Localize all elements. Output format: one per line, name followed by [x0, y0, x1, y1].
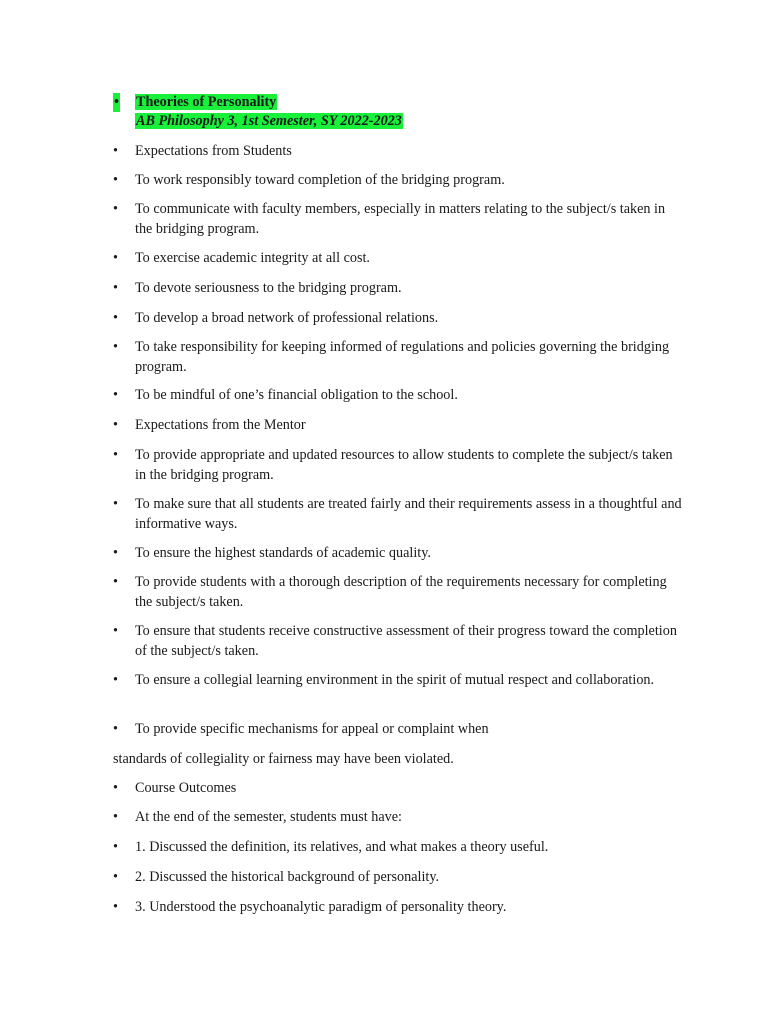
list-item-text: To ensure a collegial learning environment in the spirit of mutual respect and collaboration.	[135, 672, 655, 688]
bullet: •	[113, 869, 118, 885]
bullet: •	[113, 250, 118, 266]
list-item-text: At the end of the semester, students must have:	[135, 809, 402, 825]
bullet: •	[113, 143, 118, 159]
list-item-text: To take responsibility for keeping informed of regulations and policies governing the bridging program.	[135, 339, 670, 375]
subtitle-line	[113, 112, 673, 131]
list-item-text: Expectations from Students	[135, 143, 292, 159]
list-item-text: To provide appropriate and updated resources to allow students to complete the subject/s taken in the bridging program.	[135, 447, 673, 483]
list-item	[113, 622, 683, 661]
list-item	[113, 544, 683, 564]
list-item	[113, 720, 683, 740]
list-item	[113, 338, 683, 377]
list-item	[113, 573, 683, 612]
list-item	[113, 279, 683, 299]
list-item	[113, 249, 683, 269]
list-item-text: To ensure that students receive constructive assessment of their progress toward the completion of the subject/s taken.	[135, 623, 677, 659]
list-item-text: Expectations from the Mentor	[135, 417, 306, 433]
title-bullet: •	[114, 94, 119, 110]
bullet: •	[113, 339, 118, 355]
list-item	[113, 779, 683, 799]
document-title: Theories of Personality	[136, 94, 277, 110]
list-item	[113, 838, 683, 858]
list-item	[113, 171, 683, 191]
bullet: •	[113, 280, 118, 296]
list-item-text: To make sure that all students are treated fairly and their requirements assess in a thoughtful and informative ways.	[135, 496, 682, 532]
list-item	[113, 416, 683, 436]
list-item-text: Course Outcomes	[135, 780, 237, 796]
list-item-text: To develop a broad network of professional relations.	[135, 310, 439, 326]
document-header	[113, 93, 673, 131]
list-item-text: To be mindful of one’s financial obligation to the school.	[135, 387, 458, 403]
list-item	[113, 898, 683, 918]
list-item-text: To exercise academic integrity at all cost.	[135, 250, 370, 266]
bullet: •	[113, 899, 118, 915]
bullet: •	[113, 809, 118, 825]
list-item-text: 1. Discussed the definition, its relatives, and what makes a theory useful.	[135, 839, 549, 855]
bullet: •	[113, 417, 118, 433]
list-item-text: To provide specific mechanisms for appeal or complaint when	[135, 721, 489, 737]
list-item	[113, 200, 683, 239]
list-item	[113, 386, 683, 406]
list-item	[113, 309, 683, 329]
list-item-text: To communicate with faculty members, especially in matters relating to the subject/s taken in the bridging program.	[135, 201, 666, 237]
list-item-text: 3. Understood the psychoanalytic paradigm of personality theory.	[135, 899, 507, 915]
list-item	[113, 808, 683, 828]
list-item-text: To ensure the highest standards of academic quality.	[135, 545, 431, 561]
paragraph-text: standards of collegiality or fairness may have been violated.	[113, 751, 454, 767]
list-item-text: 2. Discussed the historical background of personality.	[135, 869, 440, 885]
bullet: •	[113, 545, 118, 561]
bullet: •	[113, 623, 118, 639]
list-item	[113, 142, 683, 162]
bullet: •	[113, 496, 118, 512]
bullet: •	[113, 387, 118, 403]
list-item	[113, 868, 683, 888]
bullet: •	[113, 201, 118, 217]
list-item	[113, 671, 683, 691]
bullet: •	[113, 780, 118, 796]
bullet: •	[113, 447, 118, 463]
bullet: •	[113, 172, 118, 188]
title-line	[113, 93, 673, 112]
bullet: •	[113, 839, 118, 855]
list-item	[113, 446, 683, 485]
list-item-text: To devote seriousness to the bridging program.	[135, 280, 402, 296]
paragraph	[113, 750, 683, 770]
bullet: •	[113, 672, 118, 688]
bullet: •	[113, 721, 118, 737]
bullet: •	[113, 310, 118, 326]
list-item	[113, 495, 683, 534]
list-item-text: To provide students with a thorough description of the requirements necessary for completing the subject/s taken.	[135, 574, 667, 610]
bullet: •	[113, 574, 118, 590]
document-subtitle: AB Philosophy 3, 1st Semester, SY 2022-2023	[136, 113, 402, 129]
list-item-text: To work responsibly toward completion of the bridging program.	[135, 172, 505, 188]
